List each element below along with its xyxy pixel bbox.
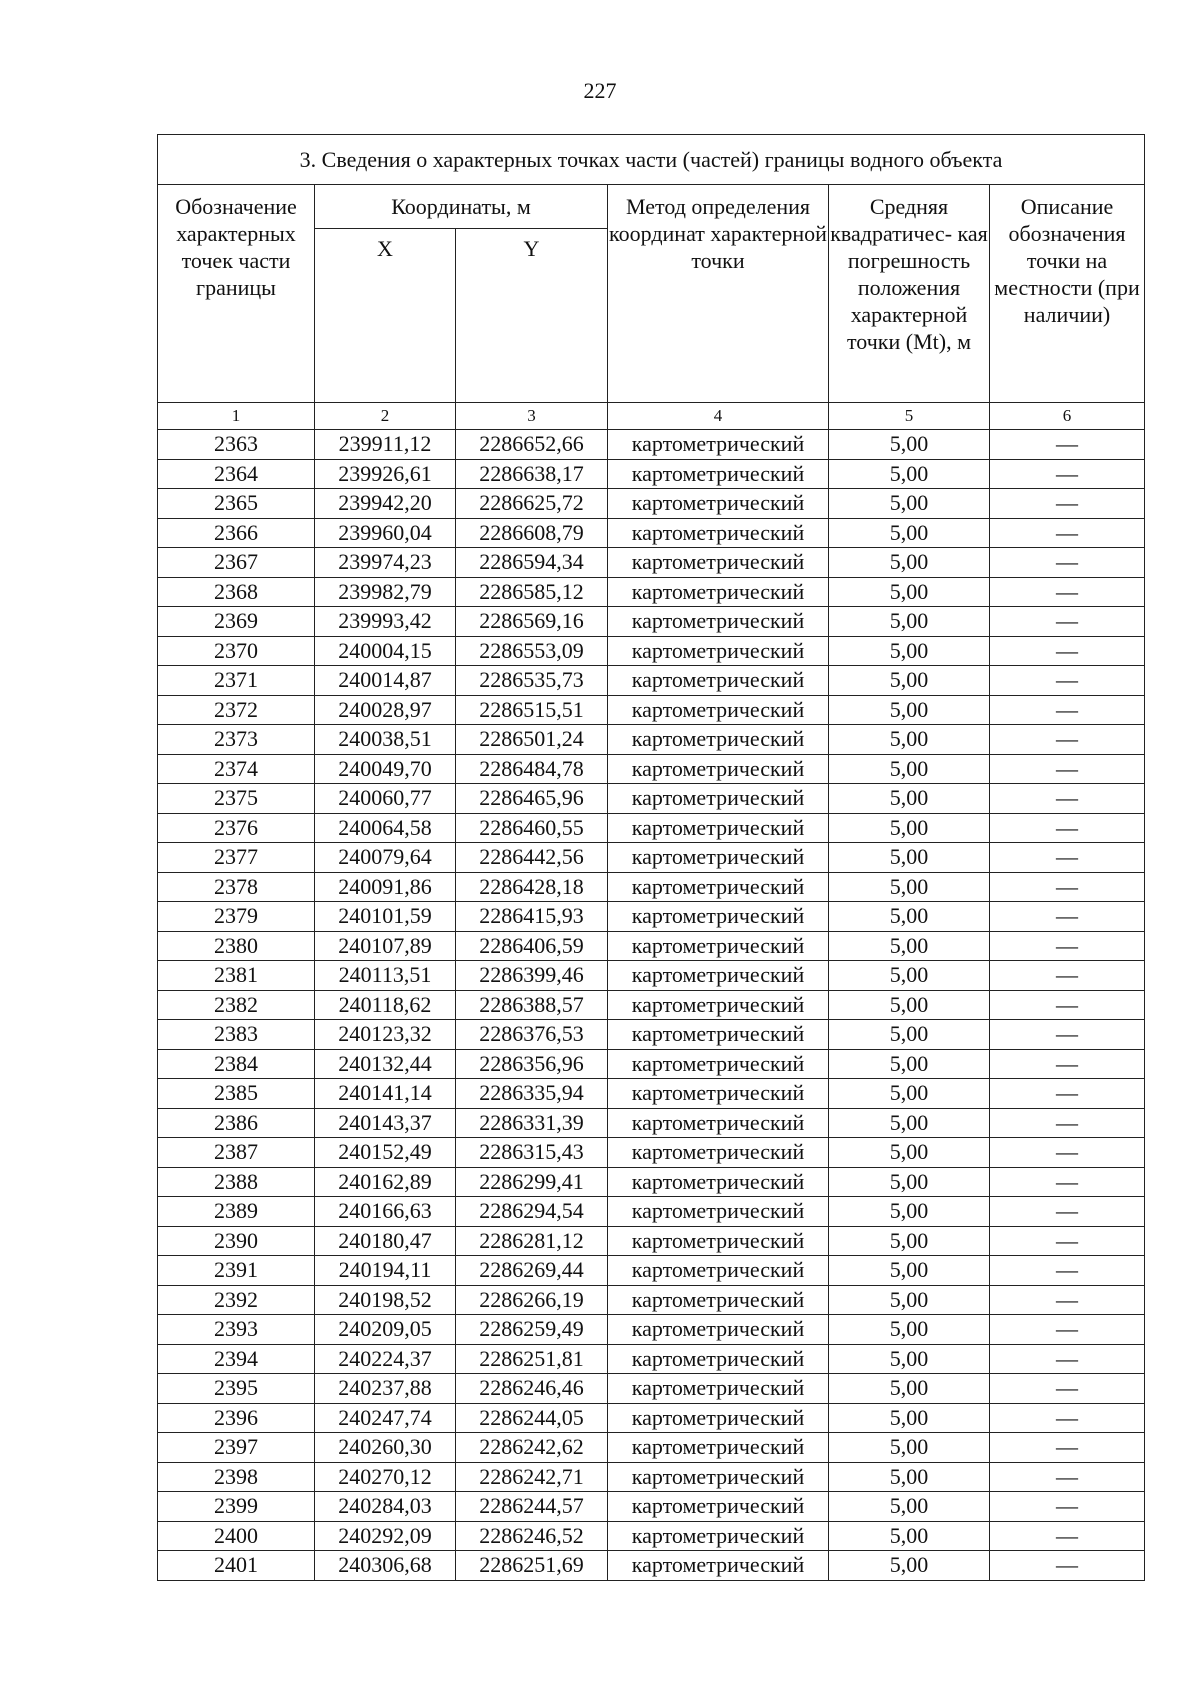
description-cell: — <box>990 459 1145 489</box>
error-cell: 5,00 <box>829 1344 990 1374</box>
x-coordinate-cell: 239960,04 <box>315 518 456 548</box>
method-cell: картометрический <box>608 1403 829 1433</box>
error-cell: 5,00 <box>829 1521 990 1551</box>
description-cell: — <box>990 754 1145 784</box>
point-id-cell: 2398 <box>158 1462 315 1492</box>
y-coordinate-cell: 2286625,72 <box>456 489 608 519</box>
table-row <box>158 902 1145 932</box>
x-coordinate-cell: 240132,44 <box>315 1049 456 1079</box>
point-id-cell: 2369 <box>158 607 315 637</box>
description-cell: — <box>990 961 1145 991</box>
y-coordinate-cell: 2286242,71 <box>456 1462 608 1492</box>
point-id-cell: 2379 <box>158 902 315 932</box>
point-id-cell: 2399 <box>158 1492 315 1522</box>
y-coordinate-cell: 2286388,57 <box>456 990 608 1020</box>
point-id-cell: 2370 <box>158 636 315 666</box>
point-id-cell: 2400 <box>158 1521 315 1551</box>
method-cell: картометрический <box>608 489 829 519</box>
y-coordinate-cell: 2286281,12 <box>456 1226 608 1256</box>
point-id-cell: 2391 <box>158 1256 315 1286</box>
x-coordinate-cell: 240141,14 <box>315 1079 456 1109</box>
point-id-cell: 2372 <box>158 695 315 725</box>
point-id-cell: 2388 <box>158 1167 315 1197</box>
table-row <box>158 1049 1145 1079</box>
description-cell: — <box>990 1403 1145 1433</box>
description-cell: — <box>990 1374 1145 1404</box>
table-row <box>158 1256 1145 1286</box>
method-cell: картометрический <box>608 666 829 696</box>
method-cell: картометрический <box>608 695 829 725</box>
y-coordinate-cell: 2286501,24 <box>456 725 608 755</box>
description-cell: — <box>990 636 1145 666</box>
y-coordinate-cell: 2286246,46 <box>456 1374 608 1404</box>
method-cell: картометрический <box>608 872 829 902</box>
x-coordinate-cell: 240237,88 <box>315 1374 456 1404</box>
y-coordinate-cell: 2286356,96 <box>456 1049 608 1079</box>
y-coordinate-cell: 2286251,69 <box>456 1551 608 1581</box>
header-x: X <box>315 229 456 403</box>
y-coordinate-cell: 2286569,16 <box>456 607 608 637</box>
point-id-cell: 2365 <box>158 489 315 519</box>
error-cell: 5,00 <box>829 1167 990 1197</box>
table-row <box>158 459 1145 489</box>
method-cell: картометрический <box>608 902 829 932</box>
x-coordinate-cell: 240209,05 <box>315 1315 456 1345</box>
method-cell: картометрический <box>608 548 829 578</box>
error-cell: 5,00 <box>829 1108 990 1138</box>
method-cell: картометрический <box>608 518 829 548</box>
column-number: 1 <box>158 403 315 430</box>
error-cell: 5,00 <box>829 489 990 519</box>
point-id-cell: 2392 <box>158 1285 315 1315</box>
method-cell: картометрический <box>608 1315 829 1345</box>
x-coordinate-cell: 240292,09 <box>315 1521 456 1551</box>
method-cell: картометрический <box>608 1167 829 1197</box>
method-cell: картометрический <box>608 1197 829 1227</box>
column-number-row <box>158 403 1145 430</box>
description-cell: — <box>990 725 1145 755</box>
method-cell: картометрический <box>608 1285 829 1315</box>
method-cell: картометрический <box>608 754 829 784</box>
x-coordinate-cell: 239926,61 <box>315 459 456 489</box>
y-coordinate-cell: 2286259,49 <box>456 1315 608 1345</box>
x-coordinate-cell: 240118,62 <box>315 990 456 1020</box>
header-y: Y <box>456 229 608 403</box>
description-cell: — <box>990 1226 1145 1256</box>
point-id-cell: 2393 <box>158 1315 315 1345</box>
table-row <box>158 1433 1145 1463</box>
point-id-cell: 2380 <box>158 931 315 961</box>
x-coordinate-cell: 240123,32 <box>315 1020 456 1050</box>
method-cell: картометрический <box>608 1138 829 1168</box>
error-cell: 5,00 <box>829 1492 990 1522</box>
x-coordinate-cell: 240284,03 <box>315 1492 456 1522</box>
y-coordinate-cell: 2286299,41 <box>456 1167 608 1197</box>
x-coordinate-cell: 240162,89 <box>315 1167 456 1197</box>
description-cell: — <box>990 1462 1145 1492</box>
error-cell: 5,00 <box>829 1020 990 1050</box>
error-cell: 5,00 <box>829 1551 990 1581</box>
header-coordinates: Координаты, м <box>315 185 608 229</box>
y-coordinate-cell: 2286415,93 <box>456 902 608 932</box>
table-row <box>158 813 1145 843</box>
method-cell: картометрический <box>608 961 829 991</box>
x-coordinate-cell: 239911,12 <box>315 430 456 460</box>
point-id-cell: 2389 <box>158 1197 315 1227</box>
y-coordinate-cell: 2286269,44 <box>456 1256 608 1286</box>
description-cell: — <box>990 1079 1145 1109</box>
error-cell: 5,00 <box>829 902 990 932</box>
method-cell: картометрический <box>608 725 829 755</box>
x-coordinate-cell: 240270,12 <box>315 1462 456 1492</box>
error-cell: 5,00 <box>829 1079 990 1109</box>
point-id-cell: 2383 <box>158 1020 315 1050</box>
error-cell: 5,00 <box>829 961 990 991</box>
table-row <box>158 1020 1145 1050</box>
table-row <box>158 1403 1145 1433</box>
error-cell: 5,00 <box>829 666 990 696</box>
error-cell: 5,00 <box>829 1049 990 1079</box>
header-point-designation: Обозначение характерных точек части границы <box>158 185 315 403</box>
method-cell: картометрический <box>608 1020 829 1050</box>
description-cell: — <box>990 931 1145 961</box>
description-cell: — <box>990 607 1145 637</box>
x-coordinate-cell: 240152,49 <box>315 1138 456 1168</box>
method-cell: картометрический <box>608 1108 829 1138</box>
error-cell: 5,00 <box>829 1374 990 1404</box>
x-coordinate-cell: 240014,87 <box>315 666 456 696</box>
table-title: 3. Сведения о характерных точках части (частей) границы водного объекта <box>158 135 1145 185</box>
point-id-cell: 2397 <box>158 1433 315 1463</box>
table-row <box>158 1138 1145 1168</box>
method-cell: картометрический <box>608 577 829 607</box>
error-cell: 5,00 <box>829 1462 990 1492</box>
column-number: 4 <box>608 403 829 430</box>
y-coordinate-cell: 2286484,78 <box>456 754 608 784</box>
method-cell: картометрический <box>608 1374 829 1404</box>
description-cell: — <box>990 577 1145 607</box>
table-row <box>158 548 1145 578</box>
y-coordinate-cell: 2286242,62 <box>456 1433 608 1463</box>
x-coordinate-cell: 240091,86 <box>315 872 456 902</box>
column-number: 2 <box>315 403 456 430</box>
y-coordinate-cell: 2286515,51 <box>456 695 608 725</box>
description-cell: — <box>990 1138 1145 1168</box>
description-cell: — <box>990 1020 1145 1050</box>
point-id-cell: 2401 <box>158 1551 315 1581</box>
method-cell: картометрический <box>608 1256 829 1286</box>
point-id-cell: 2371 <box>158 666 315 696</box>
point-id-cell: 2386 <box>158 1108 315 1138</box>
table-row <box>158 1462 1145 1492</box>
table-row <box>158 430 1145 460</box>
y-coordinate-cell: 2286442,56 <box>456 843 608 873</box>
x-coordinate-cell: 240049,70 <box>315 754 456 784</box>
point-id-cell: 2363 <box>158 430 315 460</box>
description-cell: — <box>990 990 1145 1020</box>
error-cell: 5,00 <box>829 931 990 961</box>
error-cell: 5,00 <box>829 784 990 814</box>
y-coordinate-cell: 2286331,39 <box>456 1108 608 1138</box>
point-id-cell: 2378 <box>158 872 315 902</box>
point-id-cell: 2367 <box>158 548 315 578</box>
method-cell: картометрический <box>608 1492 829 1522</box>
table-row <box>158 931 1145 961</box>
x-coordinate-cell: 240004,15 <box>315 636 456 666</box>
description-cell: — <box>990 1344 1145 1374</box>
y-coordinate-cell: 2286251,81 <box>456 1344 608 1374</box>
x-coordinate-cell: 240247,74 <box>315 1403 456 1433</box>
description-cell: — <box>990 843 1145 873</box>
method-cell: картометрический <box>608 1049 829 1079</box>
description-cell: — <box>990 489 1145 519</box>
error-cell: 5,00 <box>829 636 990 666</box>
x-coordinate-cell: 240180,47 <box>315 1226 456 1256</box>
description-cell: — <box>990 872 1145 902</box>
table-row <box>158 1197 1145 1227</box>
point-id-cell: 2373 <box>158 725 315 755</box>
error-cell: 5,00 <box>829 1197 990 1227</box>
table-row <box>158 1344 1145 1374</box>
table-body <box>158 430 1145 1581</box>
description-cell: — <box>990 1256 1145 1286</box>
table-row <box>158 695 1145 725</box>
error-cell: 5,00 <box>829 1433 990 1463</box>
description-cell: — <box>990 1551 1145 1581</box>
y-coordinate-cell: 2286244,57 <box>456 1492 608 1522</box>
table-row <box>158 666 1145 696</box>
method-cell: картометрический <box>608 1079 829 1109</box>
table-row <box>158 843 1145 873</box>
method-cell: картометрический <box>608 430 829 460</box>
table-row <box>158 518 1145 548</box>
error-cell: 5,00 <box>829 872 990 902</box>
x-coordinate-cell: 240038,51 <box>315 725 456 755</box>
error-cell: 5,00 <box>829 1226 990 1256</box>
header-description: Описание обозначения точки на местности (при наличии) <box>990 185 1145 403</box>
error-cell: 5,00 <box>829 548 990 578</box>
point-id-cell: 2381 <box>158 961 315 991</box>
description-cell: — <box>990 1049 1145 1079</box>
x-coordinate-cell: 240166,63 <box>315 1197 456 1227</box>
method-cell: картометрический <box>608 607 829 637</box>
y-coordinate-cell: 2286399,46 <box>456 961 608 991</box>
description-cell: — <box>990 784 1145 814</box>
y-coordinate-cell: 2286608,79 <box>456 518 608 548</box>
description-cell: — <box>990 1492 1145 1522</box>
y-coordinate-cell: 2286335,94 <box>456 1079 608 1109</box>
table-row <box>158 990 1145 1020</box>
point-id-cell: 2374 <box>158 754 315 784</box>
description-cell: — <box>990 666 1145 696</box>
description-cell: — <box>990 813 1145 843</box>
y-coordinate-cell: 2286585,12 <box>456 577 608 607</box>
error-cell: 5,00 <box>829 1256 990 1286</box>
method-cell: картометрический <box>608 459 829 489</box>
y-coordinate-cell: 2286246,52 <box>456 1521 608 1551</box>
error-cell: 5,00 <box>829 577 990 607</box>
table-row <box>158 872 1145 902</box>
x-coordinate-cell: 239982,79 <box>315 577 456 607</box>
description-cell: — <box>990 548 1145 578</box>
point-id-cell: 2382 <box>158 990 315 1020</box>
description-cell: — <box>990 1197 1145 1227</box>
y-coordinate-cell: 2286652,66 <box>456 430 608 460</box>
error-cell: 5,00 <box>829 1315 990 1345</box>
column-number: 5 <box>829 403 990 430</box>
point-id-cell: 2385 <box>158 1079 315 1109</box>
y-coordinate-cell: 2286594,34 <box>456 548 608 578</box>
table-row <box>158 607 1145 637</box>
x-coordinate-cell: 240079,64 <box>315 843 456 873</box>
description-cell: — <box>990 1285 1145 1315</box>
y-coordinate-cell: 2286460,55 <box>456 813 608 843</box>
y-coordinate-cell: 2286376,53 <box>456 1020 608 1050</box>
error-cell: 5,00 <box>829 990 990 1020</box>
table-row <box>158 1521 1145 1551</box>
method-cell: картометрический <box>608 1521 829 1551</box>
table-row <box>158 1551 1145 1581</box>
x-coordinate-cell: 240064,58 <box>315 813 456 843</box>
y-coordinate-cell: 2286535,73 <box>456 666 608 696</box>
point-id-cell: 2375 <box>158 784 315 814</box>
error-cell: 5,00 <box>829 813 990 843</box>
y-coordinate-cell: 2286294,54 <box>456 1197 608 1227</box>
y-coordinate-cell: 2286315,43 <box>456 1138 608 1168</box>
x-coordinate-cell: 240028,97 <box>315 695 456 725</box>
error-cell: 5,00 <box>829 518 990 548</box>
description-cell: — <box>990 430 1145 460</box>
point-id-cell: 2394 <box>158 1344 315 1374</box>
description-cell: — <box>990 1167 1145 1197</box>
x-coordinate-cell: 240306,68 <box>315 1551 456 1581</box>
point-id-cell: 2387 <box>158 1138 315 1168</box>
error-cell: 5,00 <box>829 695 990 725</box>
table-row <box>158 1315 1145 1345</box>
method-cell: картометрический <box>608 1433 829 1463</box>
boundary-points-table <box>157 134 1145 1581</box>
table-row <box>158 1492 1145 1522</box>
method-cell: картометрический <box>608 1462 829 1492</box>
x-coordinate-cell: 240107,89 <box>315 931 456 961</box>
table-row <box>158 784 1145 814</box>
y-coordinate-cell: 2286553,09 <box>456 636 608 666</box>
table-row <box>158 1167 1145 1197</box>
description-cell: — <box>990 902 1145 932</box>
description-cell: — <box>990 1433 1145 1463</box>
header-mean-square-error: Средняя квадратичес- кая погрешность положения характерной точки (Mt), м <box>829 185 990 403</box>
x-coordinate-cell: 240194,11 <box>315 1256 456 1286</box>
point-id-cell: 2366 <box>158 518 315 548</box>
error-cell: 5,00 <box>829 725 990 755</box>
error-cell: 5,00 <box>829 1138 990 1168</box>
method-cell: картометрический <box>608 1344 829 1374</box>
error-cell: 5,00 <box>829 607 990 637</box>
x-coordinate-cell: 240260,30 <box>315 1433 456 1463</box>
x-coordinate-cell: 240224,37 <box>315 1344 456 1374</box>
description-cell: — <box>990 1315 1145 1345</box>
x-coordinate-cell: 239942,20 <box>315 489 456 519</box>
x-coordinate-cell: 239993,42 <box>315 607 456 637</box>
y-coordinate-cell: 2286428,18 <box>456 872 608 902</box>
method-cell: картометрический <box>608 843 829 873</box>
x-coordinate-cell: 240101,59 <box>315 902 456 932</box>
description-cell: — <box>990 518 1145 548</box>
y-coordinate-cell: 2286266,19 <box>456 1285 608 1315</box>
table-row <box>158 1226 1145 1256</box>
y-coordinate-cell: 2286244,05 <box>456 1403 608 1433</box>
point-id-cell: 2396 <box>158 1403 315 1433</box>
method-cell: картометрический <box>608 1226 829 1256</box>
point-id-cell: 2377 <box>158 843 315 873</box>
table-row <box>158 1108 1145 1138</box>
method-cell: картометрический <box>608 1551 829 1581</box>
table-row <box>158 754 1145 784</box>
method-cell: картометрический <box>608 990 829 1020</box>
description-cell: — <box>990 695 1145 725</box>
page-number: 227 <box>583 78 617 103</box>
x-coordinate-cell: 240198,52 <box>315 1285 456 1315</box>
error-cell: 5,00 <box>829 1403 990 1433</box>
table-row <box>158 725 1145 755</box>
x-coordinate-cell: 239974,23 <box>315 548 456 578</box>
point-id-cell: 2364 <box>158 459 315 489</box>
method-cell: картометрический <box>608 636 829 666</box>
y-coordinate-cell: 2286465,96 <box>456 784 608 814</box>
table-row <box>158 636 1145 666</box>
error-cell: 5,00 <box>829 459 990 489</box>
point-id-cell: 2395 <box>158 1374 315 1404</box>
method-cell: картометрический <box>608 813 829 843</box>
x-coordinate-cell: 240060,77 <box>315 784 456 814</box>
error-cell: 5,00 <box>829 430 990 460</box>
point-id-cell: 2376 <box>158 813 315 843</box>
table-row <box>158 1285 1145 1315</box>
table-row <box>158 961 1145 991</box>
column-number: 6 <box>990 403 1145 430</box>
y-coordinate-cell: 2286638,17 <box>456 459 608 489</box>
description-cell: — <box>990 1108 1145 1138</box>
error-cell: 5,00 <box>829 1285 990 1315</box>
point-id-cell: 2390 <box>158 1226 315 1256</box>
header-method: Метод определения координат характерной точки <box>608 185 829 403</box>
table-row <box>158 489 1145 519</box>
error-cell: 5,00 <box>829 843 990 873</box>
column-number: 3 <box>456 403 608 430</box>
point-id-cell: 2368 <box>158 577 315 607</box>
error-cell: 5,00 <box>829 754 990 784</box>
table-row <box>158 1079 1145 1109</box>
method-cell: картометрический <box>608 931 829 961</box>
y-coordinate-cell: 2286406,59 <box>456 931 608 961</box>
table-row <box>158 577 1145 607</box>
point-id-cell: 2384 <box>158 1049 315 1079</box>
x-coordinate-cell: 240113,51 <box>315 961 456 991</box>
method-cell: картометрический <box>608 784 829 814</box>
x-coordinate-cell: 240143,37 <box>315 1108 456 1138</box>
description-cell: — <box>990 1521 1145 1551</box>
table-row <box>158 1374 1145 1404</box>
